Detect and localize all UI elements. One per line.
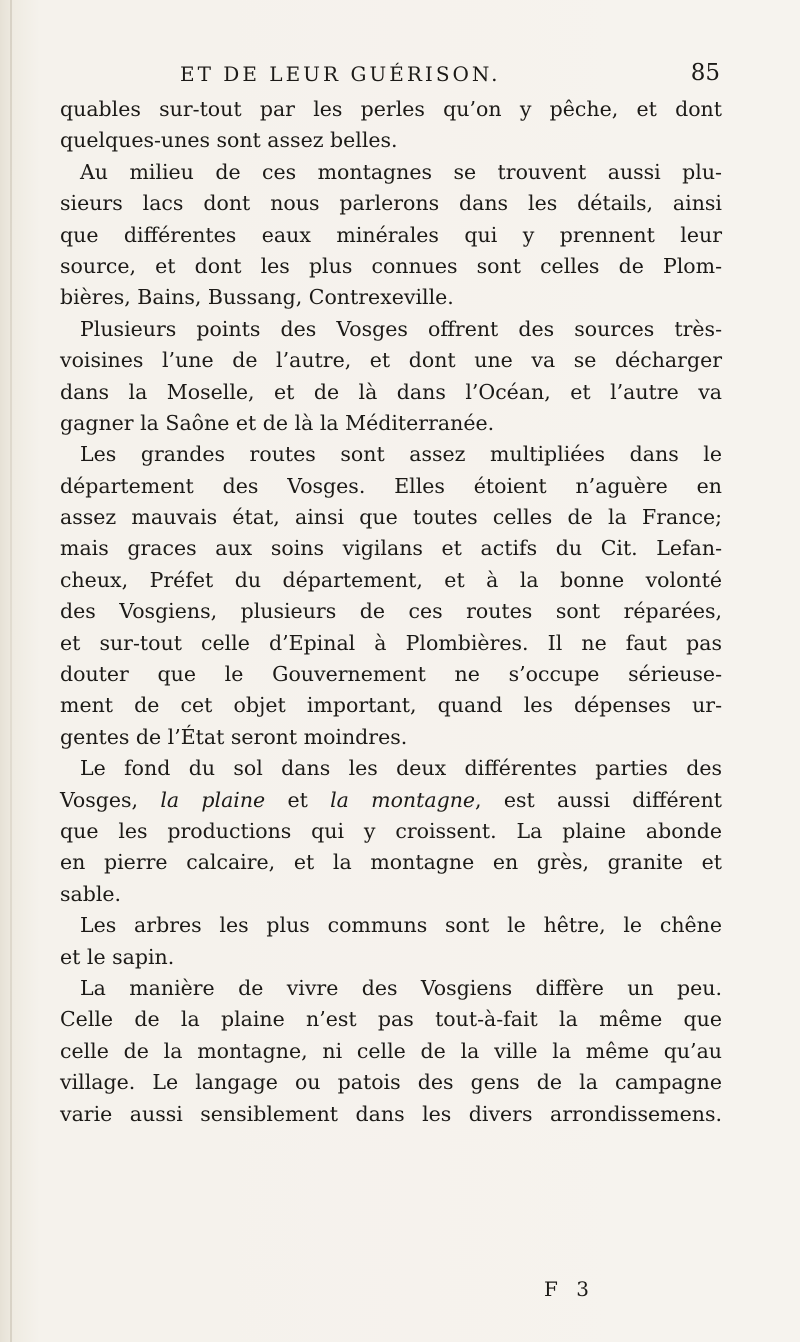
text-line-content: Plusieurs points des Vosges offrent des sources très-: [80, 316, 722, 341]
text-line: [60, 345, 722, 376]
text-line-content: celle de la montagne, ni celle de la ville la même qu’au: [60, 1038, 722, 1063]
text-line-content: sable.: [60, 881, 122, 906]
running-title: ET DE LEUR GUÉRISON.: [180, 62, 501, 86]
text-line: [60, 628, 722, 659]
text-line: [60, 157, 722, 188]
text-line: [60, 942, 722, 973]
text-line: [60, 1004, 722, 1035]
text-line: [60, 1067, 722, 1098]
text-line: [60, 439, 722, 470]
text-line: [60, 1099, 722, 1130]
text-line-content: département des Vosges. Elles étoient n’aguère en: [60, 473, 722, 498]
text-line: [60, 314, 722, 345]
text-line-content: que différentes eaux minérales qui y prennent leur: [60, 222, 722, 247]
text-line: [60, 596, 722, 627]
text-line: [60, 533, 722, 564]
text-line: [60, 753, 722, 784]
emphasis: la plaine: [160, 787, 266, 812]
page-gutter: [10, 0, 12, 1342]
text-line-content: Au milieu de ces montagnes se trouvent aussi plu-: [80, 159, 722, 184]
text-line-content: gagner la Saône et de là la Méditerranée.: [60, 410, 495, 435]
text-line: [60, 251, 722, 282]
text-line: [60, 847, 722, 878]
text-line-content: ment de cet objet important, quand les dépenses ur-: [60, 693, 722, 718]
text-line-content: varie aussi sensiblement dans les divers arrondissemens.: [60, 1101, 722, 1126]
page-number: 85: [690, 60, 720, 86]
text-line-content: source, et dont les plus connues sont celles de Plom-: [60, 253, 722, 278]
text-line-content: et sur-tout celle d’Epinal à Plombières. Il ne faut pas: [60, 630, 722, 655]
emphasis: la montagne: [330, 787, 476, 812]
text-line: [60, 377, 722, 408]
text-line: [60, 125, 722, 156]
text-line: [60, 408, 722, 439]
text-line-content: Les grandes routes sont assez multipliées dans le: [80, 442, 722, 467]
text-line: [60, 282, 722, 313]
text-line: [60, 94, 722, 125]
text-line-content: douter que le Gouvernement ne s’occupe sérieuse-: [60, 662, 722, 687]
text-line-content: Les arbres les plus communs sont le hêtre, le chêne: [80, 913, 722, 938]
text-line-content: mais graces aux soins vigilans et actifs du Cit. Lefan-: [60, 536, 722, 561]
text-line-content: Vosges, la plaine et la montagne, est aussi différent: [60, 787, 723, 812]
text-line-content: cheux, Préfet du département, et à la bonne volonté: [60, 567, 722, 592]
text-line-content: que les productions qui y croissent. La plaine abonde: [60, 818, 722, 843]
text-line-content: gentes de l’État seront moindres.: [60, 724, 408, 749]
text-line-content: en pierre calcaire, et la montagne en grès, granite et: [60, 850, 722, 875]
text-line-content: quables sur-tout par les perles qu’on y pêche, et dont: [60, 97, 722, 121]
text-line: [60, 1036, 722, 1067]
text-line: [60, 659, 722, 690]
text-line-content: quelques-unes sont assez belles.: [60, 128, 398, 153]
text-line-content: et le sapin.: [60, 944, 175, 969]
text-line: [60, 910, 722, 941]
text-line-content: La manière de vivre des Vosgiens diffère un peu.: [80, 975, 722, 1000]
signature-mark: F 3: [544, 1277, 595, 1301]
text-line-content: dans la Moselle, et de là dans l’Océan, et l’autre va: [60, 379, 722, 404]
text-line-content: voisines l’une de l’autre, et dont une va se décharger: [60, 348, 722, 373]
text-line-content: des Vosgiens, plusieurs de ces routes sont réparées,: [60, 599, 722, 624]
text-line: [60, 188, 722, 219]
text-line: [60, 722, 722, 753]
text-line: [60, 502, 722, 533]
text-line-content: bières, Bains, Bussang, Contrexeville.: [60, 285, 454, 310]
text-line: [60, 565, 722, 596]
text-line-content: sieurs lacs dont nous parlerons dans les détails, ainsi: [60, 191, 722, 216]
text-line: [60, 879, 722, 910]
text-line: [60, 471, 722, 502]
text-line: [60, 785, 722, 816]
text-line: [60, 690, 722, 721]
text-line-content: Celle de la plaine n’est pas tout-à-fait la même que: [60, 1007, 722, 1032]
text-line-content: Le fond du sol dans les deux différentes parties des: [80, 756, 722, 781]
body-text: [60, 94, 722, 1130]
text-line-content: village. Le langage ou patois des gens de la campagne: [60, 1070, 722, 1095]
text-line: [60, 220, 722, 251]
text-line: [60, 973, 722, 1004]
text-line-content: assez mauvais état, ainsi que toutes celles de la France;: [60, 505, 722, 530]
text-line: [60, 816, 722, 847]
